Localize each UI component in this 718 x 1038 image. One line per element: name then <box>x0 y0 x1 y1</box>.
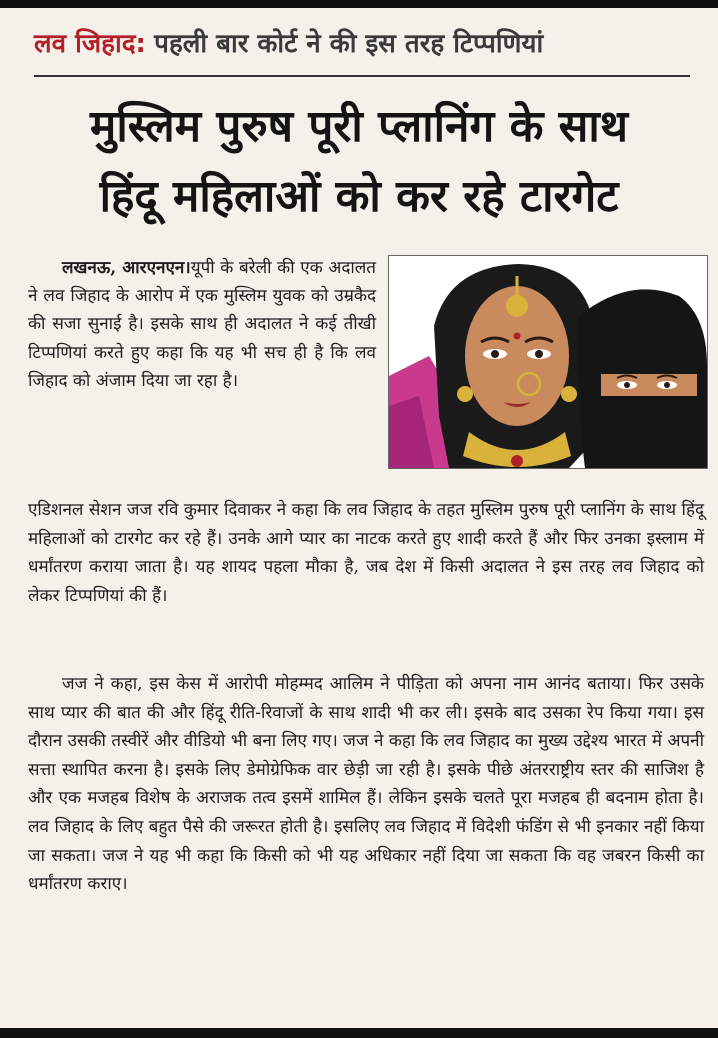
illustration-image <box>389 256 707 468</box>
header-rule <box>34 75 690 77</box>
dateline: लखनऊ, आरएनएन। <box>62 258 191 278</box>
headline-line-2: हिंदू महिलाओं को कर रहे टारगेट <box>99 171 619 222</box>
intro-text: यूपी के बरेली की एक अदालत ने लव जिहाद के आरोप में एक मुस्लिम युवक को उम्रकैद की सजा सुनाई है। इसके साथ ही अदालत ने कई तीखी टिप्पणियां करते हुए कहा कि यह भी सच ही है कि लव जिहाद को अंजाम दिया जा रहा है। <box>28 258 376 391</box>
illustration-two-women <box>388 255 708 469</box>
bottom-edge-bar <box>0 1028 718 1038</box>
paragraph-3: जज ने कहा, इस केस में आरोपी मोहम्मद आलिम ने पीड़िता को अपना नाम आनंद बताया। फिर उसके साथ प्यार की बात की और हिंदू रीति-रिवाजों के साथ शादी भी कर ली। इसके बाद उसका रेप किया गया। इस दौरान उसकी तस्वीरें और वीडियो भी बना लिए गए। जज ने कहा कि लव जिहाद का मुख्य उद्देश्य भारत में अपनी सत्ता स्थापित करना है। इसके लिए डेमोग्रेफिक वार छेड़ी जा रही है। इसके पीछे अंतरराष्ट्रीय स्तर की साजिश है और एक मजहब विशेष के अराजक तत्व इसमें शामिल हैं। लेकिन इसके चलते पूरा मजहब ही बदनाम होता है। लव जिहाद के लिए बहुत पैसे की जरूरत होती है। इसलिए लव जिहाद में विदेशी फंडिंग से भी इनकार नहीं किया जा सकता। जज ने यह भी कहा कि किसी को भी यह अधिकार नहीं दिया जा सकता कि वह जबरन किसी का धर्मांतरण कराए। <box>28 674 704 895</box>
top-edge-bar <box>0 0 718 8</box>
kicker-line <box>34 22 694 66</box>
intro-paragraph <box>28 254 376 395</box>
kicker-subtitle: पहली बार कोर्ट ने की इस तरह टिप्पणियां <box>154 29 544 59</box>
paragraph-2: एडिशनल सेशन जज रवि कुमार दिवाकर ने कहा कि लव जिहाद के तहत मुस्लिम पुरुष पूरी प्लानिंग के साथ हिंदू महिलाओं को टारगेट कर रहे हैं। उनके आगे प्यार का नाटक करते हुए शादी करते हैं और फिर उनका इस्लाम में धर्मांतरण कराया जाता है। यह शायद पहला मौका है, जब देश में किसी अदालत ने इस तरह लव जिहाद को लेकर टिप्पणियां की हैं। <box>28 500 704 606</box>
kicker-tag: लव जिहाद: <box>34 29 146 59</box>
headline <box>20 92 698 232</box>
headline-line-1: मुस्लिम पुरुष पूरी प्लानिंग के साथ <box>90 101 628 152</box>
